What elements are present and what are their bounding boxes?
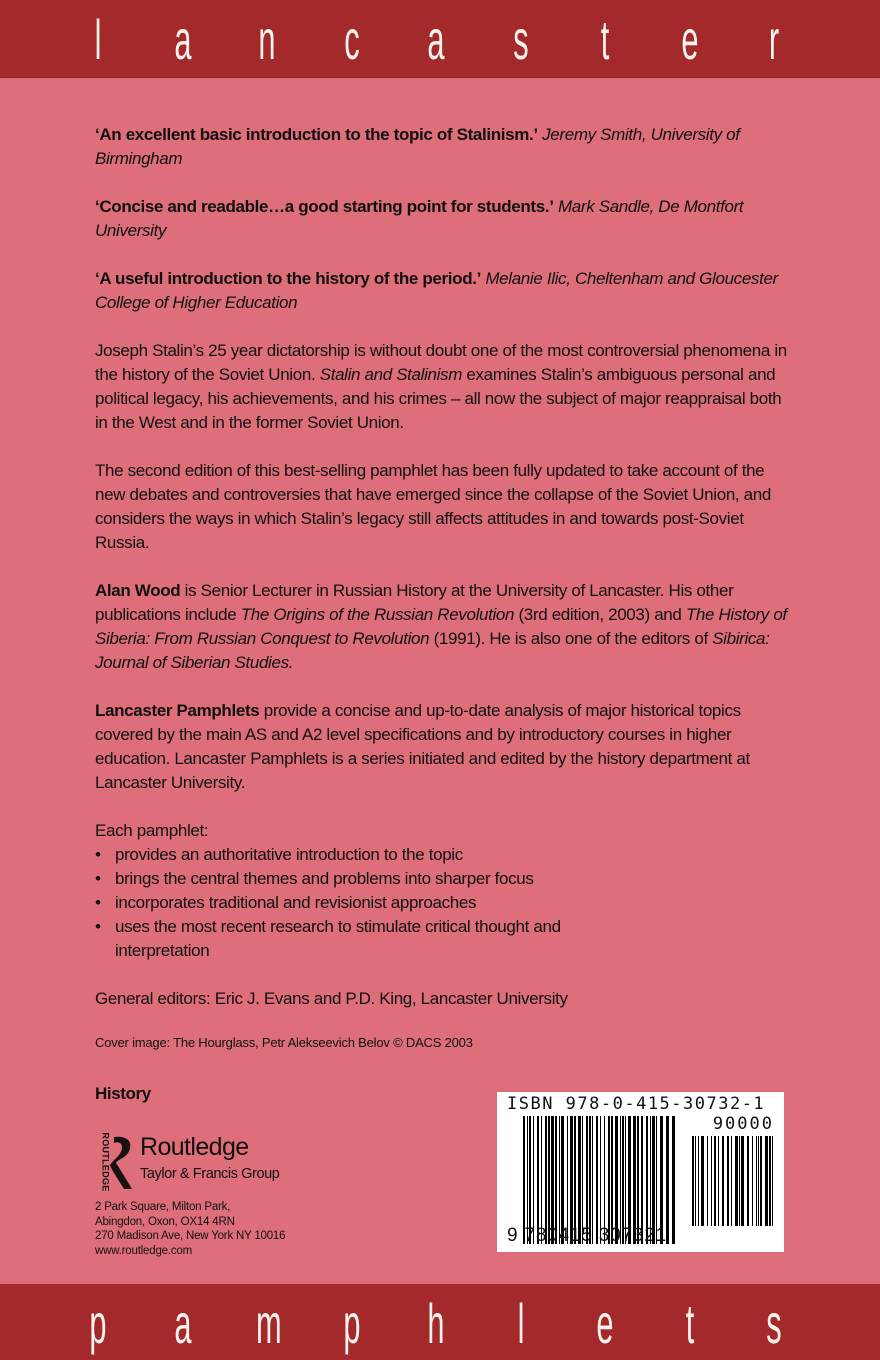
bullet-icon: • [95,845,101,864]
general-editors: General editors: Eric J. Evans and P.D. King, Lancaster University [95,989,568,1008]
banner-letter: s [512,8,529,71]
back-cover-text [95,123,795,1075]
banner-letter: a [173,8,192,71]
review-quote [95,267,795,315]
address-line: 270 Madison Ave, New York NY 10016 [95,1230,286,1242]
price-addon-text: 90000 [712,1114,774,1134]
barcode-bar [769,1136,771,1226]
barcode-bar [701,1136,704,1226]
barcode-bar [747,1136,749,1226]
barcode-bar [722,1136,724,1226]
isbn-text: ISBN 978-0-415-30732-1 [507,1094,766,1114]
journal-title: Sibirica: Journal of Siberian Studies. [95,629,770,672]
list-item [95,891,595,915]
banner-letter: a [427,8,445,71]
list-text: incorporates traditional and revisionist approaches [115,893,477,912]
publisher-name: Routledge [140,1133,249,1161]
description-paragraph [95,339,795,435]
banner-letter: m [256,1292,282,1355]
series-name: Lancaster Pamphlets [95,701,260,720]
barcode-bar [758,1136,759,1226]
text: provide a concise and up-to-date analysis of major historical topics covered by the main AS and A2 level specifications and by introductory courses in higher education. Lancaster Pamphlets is a series initiated and edited by the history department at Lancaster University. [95,701,750,792]
book-title: Stalin and Stalinism [319,365,463,384]
feature-list [95,819,795,963]
publisher-group: Taylor & Francis Group [140,1166,280,1182]
routledge-logo [92,1132,312,1195]
barcode-bar [772,1136,773,1226]
feature-list-intro: Each pamphlet: [95,821,209,840]
description-paragraph: The second edition of this best-selling pamphlet has been fully updated to take account of the new debates and controversies that have emerged since the collapse of the Soviet Union, and considers the ways in which Stalin’s legacy still affects attitudes in and towards post-Soviet Russia. [95,461,771,552]
list-item [95,843,595,867]
quote-source: Melanie Ilic, Cheltenham and Gloucester College of Higher Education [95,269,778,312]
publisher-address [95,1200,285,1258]
banner-letter: c [343,8,360,71]
banner-letter: l [94,8,102,71]
list-item [95,915,595,963]
list-text: provides an authoritative introduction to the topic [115,845,463,864]
cover-credit: Cover image: The Hourglass, Petr Alekseevich Belov © DACS 2003 [95,1035,473,1050]
address-line: 2 Park Square, Milton Park, [95,1201,231,1213]
barcode-bar [727,1136,729,1226]
bullet-icon: • [95,869,101,888]
series-description [95,699,795,795]
ean-text: 9 780415 307321 [507,1225,667,1246]
banner-letter: t [685,1292,694,1355]
text: Joseph Stalin’s 25 year dictatorship is without doubt one of the most controversial phenomena in the history of the Soviet Union. [95,341,787,384]
text: (1991). He is also one of the editors of [429,629,713,648]
barcode-bar [739,1136,740,1226]
banner-letter: h [427,1292,445,1355]
banner-letter: s [766,1292,782,1355]
banner-letter: t [600,8,610,71]
barcode-bar [731,1136,732,1226]
bullet-icon: • [95,917,101,936]
barcode-bar [765,1136,768,1226]
barcode-bar [756,1136,757,1226]
barcode-bar [698,1136,699,1226]
banner-letter: a [173,1292,192,1355]
banner-letter: e [680,8,699,71]
quote-text: ‘A useful introduction to the history of the period.’ [95,269,481,288]
barcode-bar [692,1136,694,1226]
barcode-bar [735,1136,738,1226]
quote-text: ‘An excellent basic introduction to the topic of Stalinism.’ [95,125,538,144]
barcode-bar [707,1136,708,1226]
isbn-barcode [497,1092,784,1252]
barcode-bar [760,1136,762,1226]
banner-letter: l [517,1292,524,1355]
barcode-bar [718,1136,719,1226]
barcode-bar [741,1136,744,1226]
barcode-bar [752,1136,753,1226]
book-title: The Origins of the Russian Revolution [240,605,515,624]
author-bio [95,579,795,675]
barcode-bar [714,1136,716,1226]
list-text: brings the central themes and problems into sharper focus [115,869,534,888]
book-title: The History of Siberia: From Russian Conquest to Revolution [95,605,787,648]
barcode-bar [711,1136,712,1226]
author-name: Alan Wood [95,581,181,600]
review-quote [95,195,795,243]
quote-source: Mark Sandle, De Montfort University [95,197,744,240]
list-item [95,867,595,891]
list-text: uses the most recent research to stimulate critical thought and interpretation [115,917,561,960]
publisher-website: www.routledge.com [95,1244,192,1257]
subject-category: History [95,1084,151,1103]
banner-letter: e [596,1292,614,1355]
address-line: Abingdon, Oxon, OX14 4RN [95,1215,235,1228]
bottom-banner [0,1284,880,1360]
banner-letter: n [258,8,276,71]
routledge-r-icon [106,1135,136,1191]
text: (3rd edition, 2003) and [514,605,686,624]
banner-letter: p [342,1292,361,1355]
quote-text: ‘Concise and readable…a good starting point for students.’ [95,197,554,216]
barcode-bar [672,1116,675,1244]
banner-letter: r [768,8,780,71]
top-banner [0,0,880,78]
text: examines Stalin’s ambiguous personal and political legacy, his achievements, and his crimes – all now the subject of major reappraisal both in the West and in the former Soviet Union. [95,365,782,432]
review-quote [95,123,795,171]
quote-source: Jeremy Smith, University of Birmingham [95,125,740,168]
bullet-icon: • [95,893,101,912]
barcode-bar [695,1136,696,1226]
banner-letter: p [89,1292,107,1355]
publisher-vertical-text: ROUTLEDGE [100,1132,111,1192]
text: is Senior Lecturer in Russian History at the University of Lancaster. His other publications include [95,581,734,624]
